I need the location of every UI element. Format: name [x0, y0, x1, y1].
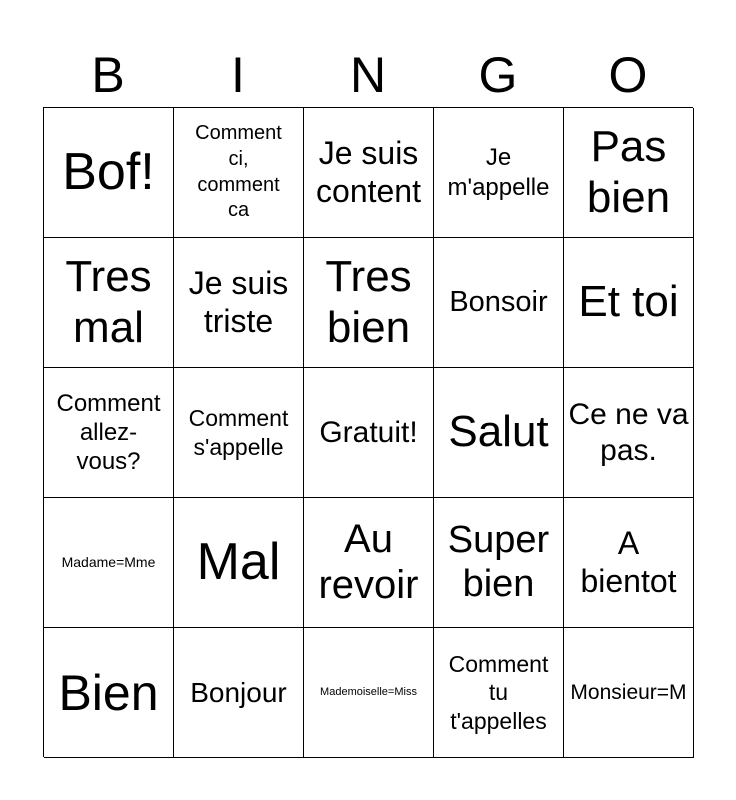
header-letter-g: G [478, 47, 518, 103]
bingo-cell[interactable] [304, 108, 434, 238]
cell-text: Pas bien [586, 122, 671, 222]
cell-text: Je suis content [316, 134, 421, 209]
cell-text: Comment tu t'appelles [448, 651, 549, 734]
bingo-cell[interactable] [44, 498, 174, 628]
cell-text: A bientot [580, 524, 677, 599]
bingo-cell[interactable] [44, 368, 174, 498]
cell-text: Monsieur=M [570, 680, 687, 704]
header-letter-o: O [608, 47, 648, 103]
bingo-cell[interactable] [174, 238, 304, 368]
header-letter-n: N [349, 47, 387, 103]
bingo-cell[interactable] [434, 498, 564, 628]
bingo-cell[interactable] [564, 498, 694, 628]
cell-text: Au revoir [318, 516, 419, 607]
bingo-cell[interactable] [174, 628, 304, 758]
bingo-cell[interactable] [564, 368, 694, 498]
bingo-cell[interactable] [44, 628, 174, 758]
cell-text: Bonjour [190, 676, 287, 708]
bingo-cell[interactable] [434, 108, 564, 238]
bingo-cell[interactable] [434, 628, 564, 758]
cell-text: Ce ne va pas. [568, 398, 689, 467]
header-letter-i: I [231, 47, 245, 103]
bingo-cell[interactable] [304, 238, 434, 368]
bingo-cell[interactable] [434, 238, 564, 368]
cell-text: Et toi [578, 277, 679, 327]
bingo-cell[interactable] [434, 368, 564, 498]
cell-text: Comment allez-vous? [56, 389, 161, 476]
cell-text: Madame=Mme [61, 554, 156, 571]
bingo-cell[interactable] [564, 238, 694, 368]
bingo-cell[interactable] [564, 108, 694, 238]
bingo-cell[interactable] [304, 498, 434, 628]
bingo-header [43, 44, 693, 106]
cell-text: Bof! [62, 143, 155, 202]
bingo-cell[interactable] [174, 368, 304, 498]
cell-text: Mademoiselle=Miss [320, 686, 417, 699]
cell-text: Bonsoir [449, 286, 548, 319]
cell-text: Je suis triste [188, 264, 289, 339]
bingo-cell[interactable] [174, 108, 304, 238]
cell-text: Comment s'appelle [188, 405, 289, 460]
bingo-card [43, 107, 693, 757]
cell-text: Mal [196, 533, 281, 592]
bingo-cell[interactable] [44, 238, 174, 368]
cell-text: Comment ci, comment ca [195, 122, 282, 222]
bingo-cell[interactable] [304, 368, 434, 498]
bingo-cell[interactable] [44, 108, 174, 238]
cell-text: Salut [448, 407, 549, 457]
bingo-cell[interactable] [174, 498, 304, 628]
cell-text: Super bien [447, 519, 550, 605]
bingo-cell[interactable] [304, 628, 434, 758]
cell-text: Gratuit! [319, 415, 418, 449]
cell-text: Tres bien [325, 252, 412, 352]
bingo-cell[interactable] [564, 628, 694, 758]
header-letter-b: B [91, 47, 125, 103]
cell-text: Bien [58, 664, 159, 721]
cell-text: Je m'appelle [447, 144, 550, 201]
cell-text: Tres mal [65, 252, 152, 352]
